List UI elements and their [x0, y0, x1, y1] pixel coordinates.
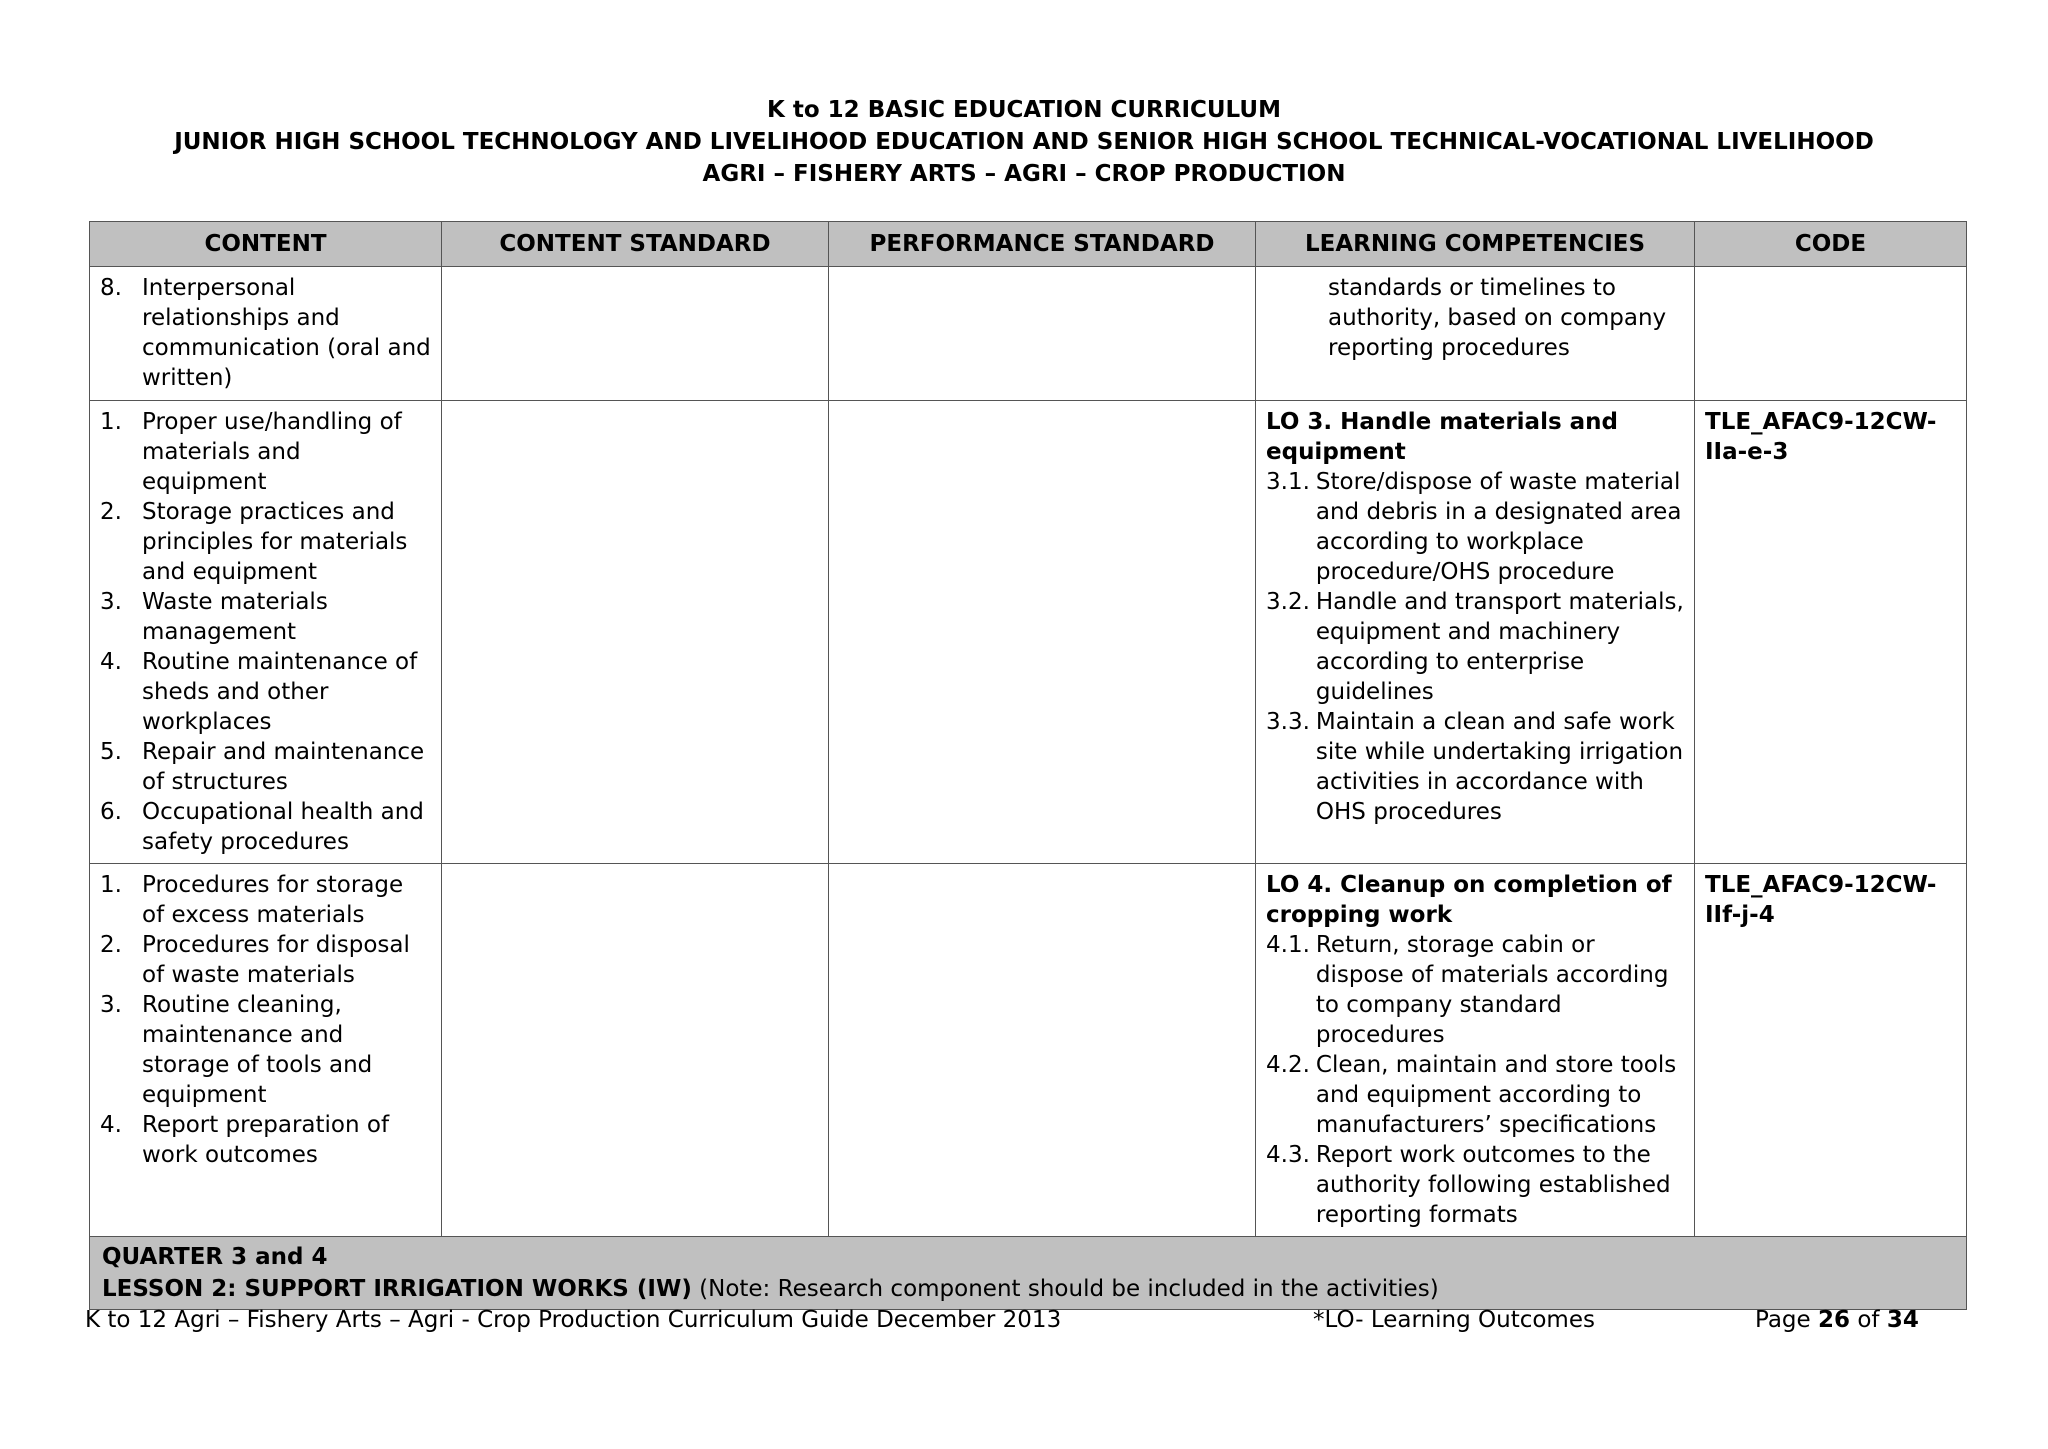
item-number: 4.	[100, 649, 122, 675]
list-item	[100, 737, 431, 797]
competency-number: 3.3.	[1266, 709, 1310, 735]
competency-number: 4.3.	[1266, 1142, 1310, 1168]
content-cell	[90, 864, 442, 1237]
competency-text: Handle and transport materials, equipment and machinery according to enterprise guidelines	[1315, 589, 1684, 705]
competency-item	[1266, 1050, 1684, 1140]
item-text: Storage practices and principles for materials and equipment	[142, 499, 408, 585]
competencies-cell	[1256, 267, 1695, 401]
list-item	[100, 273, 431, 393]
competency-item	[1266, 707, 1684, 827]
page-label: Page	[1755, 1307, 1811, 1333]
learning-outcome-title: LO 3. Handle materials and equipment	[1266, 409, 1619, 465]
code-cell	[1695, 267, 1967, 401]
item-text: Report preparation of work outcomes	[142, 1112, 390, 1168]
list-item	[100, 407, 431, 497]
item-text: Procedures for disposal of waste materials	[142, 932, 410, 988]
content-cell	[90, 401, 442, 864]
content-list	[100, 407, 431, 857]
item-number: 2.	[100, 499, 122, 525]
competency-item	[1266, 930, 1684, 1050]
item-text: Occupational health and safety procedures	[142, 799, 424, 855]
item-number: 1.	[100, 409, 122, 435]
content-standard-cell	[442, 267, 829, 401]
performance-standard-cell	[829, 401, 1256, 864]
quarter-cell	[90, 1237, 1967, 1310]
item-number: 2.	[100, 932, 122, 958]
item-number: 6.	[100, 799, 122, 825]
page-total: 34	[1886, 1307, 1919, 1333]
competency-number: 4.2.	[1266, 1052, 1310, 1078]
item-number: 5.	[100, 739, 122, 765]
table-header-row	[90, 222, 1967, 267]
competency-text: Return, storage cabin or dispose of materials according to company standard procedures	[1315, 932, 1669, 1048]
competency-item	[1266, 1140, 1684, 1230]
competencies-cell	[1256, 401, 1695, 864]
competency-text: Clean, maintain and store tools and equipment according to manufacturers’ specifications	[1315, 1052, 1677, 1138]
content-standard-cell	[442, 401, 829, 864]
list-item	[100, 870, 431, 930]
table-row	[90, 864, 1967, 1237]
content-cell	[90, 267, 442, 401]
lesson-line	[102, 1273, 1954, 1305]
lesson-title: LESSON 2: SUPPORT IRRIGATION WORKS (IW)	[102, 1276, 692, 1302]
item-number: 8.	[100, 275, 122, 301]
item-number: 3.	[100, 992, 122, 1018]
item-text: Routine cleaning, maintenance and storage of tools and equipment	[142, 992, 373, 1108]
item-text: Waste materials management	[142, 589, 328, 645]
item-text: Routine maintenance of sheds and other workplaces	[142, 649, 418, 735]
item-text: Interpersonal relationships and communication (oral and written)	[142, 275, 431, 391]
column-header-performance-standard: PERFORMANCE STANDARD	[829, 222, 1256, 267]
competencies-cell	[1256, 864, 1695, 1237]
list-item	[100, 797, 431, 857]
item-text: Proper use/handling of materials and equipment	[142, 409, 402, 495]
competency-item	[1266, 467, 1684, 587]
list-item	[100, 990, 431, 1110]
footer-guide-title: K to 12 Agri – Fishery Arts – Agri - Crop Production Curriculum Guide December 2013	[85, 1307, 1062, 1333]
lesson-note: (Note: Research component should be included in the activities)	[699, 1276, 1439, 1302]
column-header-learning-competencies: LEARNING COMPETENCIES	[1256, 222, 1695, 267]
quarter-title: QUARTER 3 and 4	[102, 1244, 328, 1270]
competency-number: 4.1.	[1266, 932, 1310, 958]
list-item	[100, 930, 431, 990]
item-number: 3.	[100, 589, 122, 615]
document-header	[0, 94, 2048, 190]
performance-standard-cell	[829, 864, 1256, 1237]
column-header-content: CONTENT	[90, 222, 442, 267]
list-item	[100, 497, 431, 587]
item-text: Procedures for storage of excess materials	[142, 872, 404, 928]
content-standard-cell	[442, 864, 829, 1237]
table-row	[90, 267, 1967, 401]
list-item	[100, 587, 431, 647]
header-line-2: JUNIOR HIGH SCHOOL TECHNOLOGY AND LIVELIHOOD EDUCATION AND SENIOR HIGH SCHOOL TECHNICAL-VOCATIONAL LIVELIHOOD	[174, 129, 1874, 155]
item-text: Repair and maintenance of structures	[142, 739, 425, 795]
content-list	[100, 273, 431, 393]
curriculum-table	[89, 221, 1967, 1310]
competency-number: 3.1.	[1266, 469, 1310, 495]
code-cell: TLE_AFAC9-12CW-IIf-j-4	[1695, 864, 1967, 1237]
footer-page-number	[1755, 1307, 1919, 1333]
competency-continuation: standards or timelines to authority, based on company reporting procedures	[1328, 275, 1667, 361]
header-line-3: AGRI – FISHERY ARTS – AGRI – CROP PRODUCTION	[702, 161, 1346, 187]
competency-number: 3.2.	[1266, 589, 1310, 615]
content-list	[100, 870, 431, 1170]
performance-standard-cell	[829, 267, 1256, 401]
table-row	[90, 401, 1967, 864]
competency-text: Maintain a clean and safe work site while undertaking irrigation activities in accordance with OHS procedures	[1315, 709, 1684, 825]
item-number: 4.	[100, 1112, 122, 1138]
learning-outcome-title: LO 4. Cleanup on completion of cropping work	[1266, 872, 1672, 928]
footer-lo-note: *LO- Learning Outcomes	[1313, 1307, 1595, 1333]
page-current: 26	[1818, 1307, 1851, 1333]
competency-item	[1266, 587, 1684, 707]
column-header-content-standard: CONTENT STANDARD	[442, 222, 829, 267]
competency-text: Report work outcomes to the authority following established reporting formats	[1315, 1142, 1671, 1228]
list-item	[100, 647, 431, 737]
column-header-code: CODE	[1695, 222, 1967, 267]
code-cell: TLE_AFAC9-12CW-IIa-e-3	[1695, 401, 1967, 864]
item-number: 1.	[100, 872, 122, 898]
quarter-row	[90, 1237, 1967, 1310]
list-item	[100, 1110, 431, 1170]
page-of-label: of	[1857, 1307, 1880, 1333]
competency-text: Store/dispose of waste material and debris in a designated area according to workplace procedure/OHS procedure	[1315, 469, 1682, 585]
header-line-1: K to 12 BASIC EDUCATION CURRICULUM	[767, 97, 1281, 123]
